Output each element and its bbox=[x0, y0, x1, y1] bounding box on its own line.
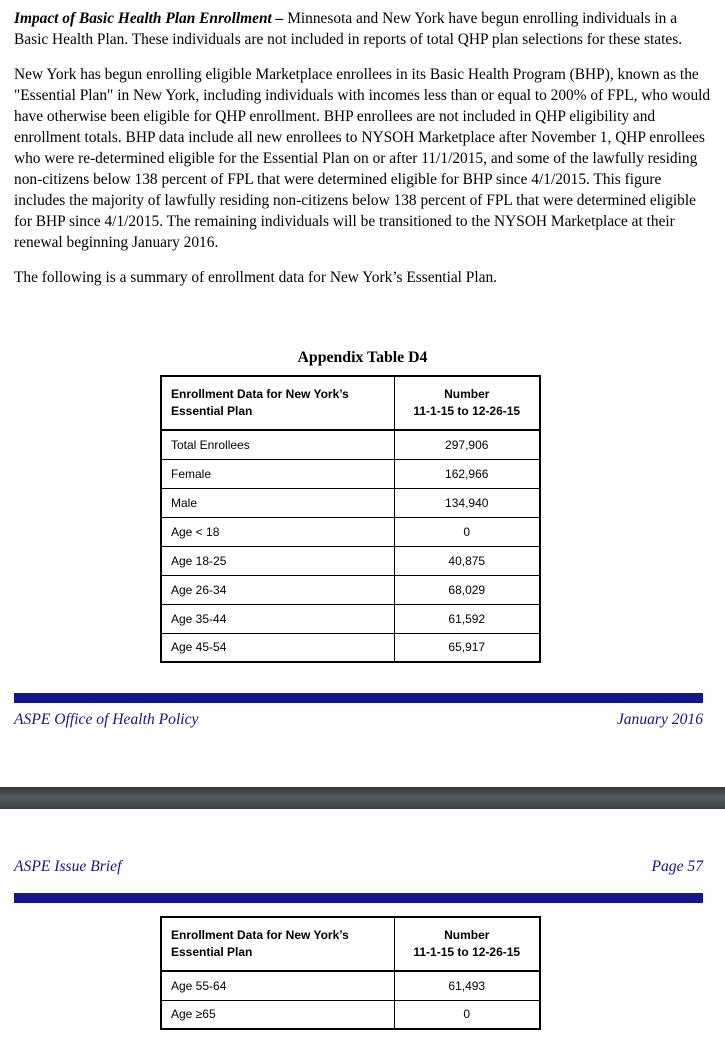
row-value: 162,966 bbox=[394, 459, 540, 488]
table-body bbox=[161, 430, 540, 662]
table-row bbox=[161, 488, 540, 517]
footer-rule-bar bbox=[14, 693, 703, 703]
row-label: Female bbox=[161, 459, 394, 488]
table-header bbox=[161, 917, 540, 971]
row-label: Age 55-64 bbox=[161, 971, 394, 1000]
table-header-row bbox=[161, 917, 540, 971]
table-row bbox=[161, 546, 540, 575]
table-row bbox=[161, 575, 540, 604]
row-value: 61,493 bbox=[394, 971, 540, 1000]
header-left-text: ASPE Issue Brief bbox=[14, 858, 122, 875]
row-label: Age 18-25 bbox=[161, 546, 394, 575]
column-header-label: Enrollment Data for New York’s Essential Plan bbox=[161, 376, 394, 430]
paragraph-impact bbox=[14, 8, 713, 50]
column-header-number bbox=[394, 917, 540, 971]
table-title: Appendix Table D4 bbox=[297, 349, 428, 366]
enrollment-table-page2 bbox=[160, 916, 541, 1030]
paragraph-summary-intro: The following is a summary of enrollment data for New York’s Essential Plan. bbox=[14, 269, 498, 286]
row-label: Age < 18 bbox=[161, 517, 394, 546]
column-header-number-line1: Number bbox=[444, 387, 490, 401]
row-value: 40,875 bbox=[394, 546, 540, 575]
table-row bbox=[161, 1000, 540, 1029]
row-label: Male bbox=[161, 488, 394, 517]
enrollment-table-page1 bbox=[160, 375, 541, 663]
column-header-number bbox=[394, 376, 540, 430]
paragraph-new-york: New York has begun enrolling eligible Marketplace enrollees in its Basic Health Program (BHP), known as the "Essential Plan" in New York, including individuals with incomes less than or equal to 200% of FPL, who would have otherwise been eligible for QHP enrollment. BHP enrollees are not included in QHP eligibility and enrollment totals. BHP data include all new enrollees to NYSOH Marketplace after November 1, QHP enrollees who were re-determined eligible for the Essential Plan on or after 11/1/2015, and some of the lawfully residing non-citizens below 138 percent of FPL that were determined eligible for BHP since 4/1/2015. This figure includes the majority of lawfully residing non-citizens below 138 percent of FPL that were determined eligible for BHP since 4/1/2015. The remaining individuals will be transitioned to the NYSOH Marketplace at their renewal beginning January 2016. bbox=[14, 66, 711, 251]
page1-footer bbox=[14, 711, 703, 729]
paragraph-lead-rest: Minnesota and New York have begun enrolling individuals in a Basic Health Plan. These individuals are not included in reports of total QHP plan selections for these states. bbox=[14, 10, 683, 48]
row-value: 297,906 bbox=[394, 430, 540, 459]
row-value: 65,917 bbox=[394, 633, 540, 662]
column-header-number-line2: 11-1-15 to 12-26-15 bbox=[413, 404, 521, 418]
column-header-number-line2: 11-1-15 to 12-26-15 bbox=[413, 945, 521, 959]
row-value: 134,940 bbox=[394, 488, 540, 517]
table-header bbox=[161, 376, 540, 430]
row-label: Age 26-34 bbox=[161, 575, 394, 604]
table-row bbox=[161, 633, 540, 662]
table-row bbox=[161, 971, 540, 1000]
row-label: Age ≥65 bbox=[161, 1000, 394, 1029]
header-right-text: Page 57 bbox=[651, 858, 703, 875]
row-label: Age 45-54 bbox=[161, 633, 394, 662]
table-header-row bbox=[161, 376, 540, 430]
row-value: 61,592 bbox=[394, 604, 540, 633]
table-row bbox=[161, 459, 540, 488]
footer-right-text: January 2016 bbox=[616, 711, 703, 728]
row-value: 0 bbox=[394, 517, 540, 546]
table-body bbox=[161, 971, 540, 1029]
page2-header bbox=[14, 858, 703, 876]
table-row bbox=[161, 430, 540, 459]
paragraph-lead: Impact of Basic Health Plan Enrollment – bbox=[14, 10, 284, 27]
footer-left-text: ASPE Office of Health Policy bbox=[14, 711, 199, 728]
row-value: 68,029 bbox=[394, 575, 540, 604]
row-label: Total Enrollees bbox=[161, 430, 394, 459]
page-separator-bar bbox=[0, 787, 725, 809]
table-row bbox=[161, 604, 540, 633]
table-row bbox=[161, 517, 540, 546]
column-header-number-line1: Number bbox=[444, 928, 490, 942]
column-header-label: Enrollment Data for New York’s Essential Plan bbox=[161, 917, 394, 971]
row-label: Age 35-44 bbox=[161, 604, 394, 633]
row-value: 0 bbox=[394, 1000, 540, 1029]
header-rule-bar bbox=[14, 893, 703, 903]
body-text bbox=[14, 8, 713, 302]
